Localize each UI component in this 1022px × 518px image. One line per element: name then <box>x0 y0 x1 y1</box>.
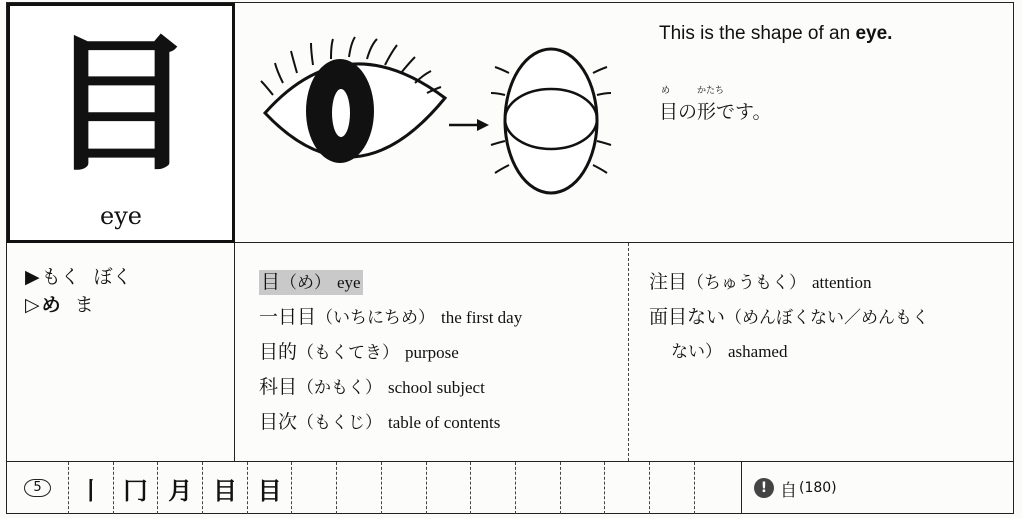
vocab-word: 面目ない <box>649 306 726 328</box>
vocabulary-list-primary <box>235 243 629 461</box>
vocab-reading: （もくてき） <box>297 343 400 363</box>
related-kanji-character: 自 <box>780 480 797 501</box>
kanji-meaning: eye <box>100 202 142 230</box>
related-kanji-reference: (180) <box>799 480 837 496</box>
on-reading: ぼく <box>93 266 132 288</box>
vocab-reading: （め） <box>280 273 332 293</box>
furigana-katachi: かたち <box>697 86 725 96</box>
vocab-reading: ない） <box>671 342 722 362</box>
vocab-item-continuation <box>649 335 1013 369</box>
stroke-step-empty <box>561 462 606 514</box>
stroke-step-empty <box>516 462 561 514</box>
stroke-step-empty <box>605 462 650 514</box>
vocab-meaning: attention <box>812 273 872 292</box>
stroke-step: 目 <box>203 462 248 514</box>
warning-icon: ! <box>754 478 774 498</box>
kanji-character: 目 <box>47 17 195 191</box>
vocab-reading: （いちにちめ） <box>316 308 436 328</box>
vocab-reading: （めんぼくない／めんもく <box>725 308 930 328</box>
stroke-step-empty <box>382 462 427 514</box>
vocab-item <box>259 405 628 440</box>
stroke-order-strip <box>7 461 1013 513</box>
vocab-meaning: purpose <box>405 343 459 362</box>
vocab-meaning: eye <box>337 273 361 292</box>
stroke-count <box>7 462 69 514</box>
vocab-reading: （ちゅうもく） <box>687 273 807 293</box>
vocab-item <box>259 300 628 335</box>
description-japanese <box>659 83 771 124</box>
on-reading-line <box>25 263 234 291</box>
vocab-word: 目的 <box>259 341 298 363</box>
vocab-item <box>259 335 628 370</box>
vocab-meaning: the first day <box>441 308 523 327</box>
kun-reading: ま <box>74 294 94 316</box>
vocab-word: 注目 <box>649 271 688 293</box>
vocab-reading: （もくじ） <box>297 413 383 433</box>
vocab-meaning: ashamed <box>728 342 788 361</box>
description-english <box>659 23 892 45</box>
vocab-word: 科目 <box>259 376 298 398</box>
readings-panel <box>7 243 235 461</box>
vocab-word: 目 <box>261 271 281 293</box>
vocab-highlight <box>259 270 363 295</box>
vocab-item <box>649 265 1013 300</box>
on-reading-marker: ▶ <box>25 266 40 288</box>
on-reading: もく <box>41 266 80 288</box>
furigana-me: め <box>661 86 671 96</box>
stroke-step: 目 <box>248 462 293 514</box>
stroke-step-empty <box>471 462 516 514</box>
stroke-step-empty <box>427 462 472 514</box>
stroke-step-empty <box>695 462 740 514</box>
vocab-item <box>649 300 1013 335</box>
vocabulary-list-secondary <box>629 243 1013 461</box>
vocab-item <box>259 265 628 300</box>
stroke-step-empty <box>293 462 338 514</box>
kun-reading-line <box>25 291 234 319</box>
vocab-meaning: table of contents <box>388 413 501 432</box>
description-english-bold: eye. <box>855 23 893 44</box>
vocab-word: 一日目 <box>259 306 317 328</box>
stroke-step: 月 <box>158 462 203 514</box>
stroke-step: 冂 <box>114 462 159 514</box>
vocab-word: 目次 <box>259 411 298 433</box>
kanji-card <box>6 2 1014 514</box>
description-japanese-text: 目の形です。 <box>659 101 772 123</box>
kanji-box <box>7 3 235 243</box>
stroke-count-badge: 5 <box>24 479 50 497</box>
related-kanji <box>741 462 1013 514</box>
vocab-reading: （かもく） <box>297 378 383 398</box>
illustration-panel <box>235 3 1013 243</box>
vocab-item <box>259 370 628 405</box>
furigana-row <box>659 83 771 97</box>
stroke-step-empty <box>337 462 382 514</box>
eye-illustration <box>245 33 645 213</box>
kun-reading-marker: ▷ <box>25 294 40 316</box>
stroke-step-empty <box>650 462 695 514</box>
stroke-step: 丨 <box>69 462 114 514</box>
kun-reading: め <box>41 294 61 316</box>
vocab-meaning: school subject <box>388 378 485 397</box>
description-english-text: This is the shape of an <box>659 23 856 44</box>
